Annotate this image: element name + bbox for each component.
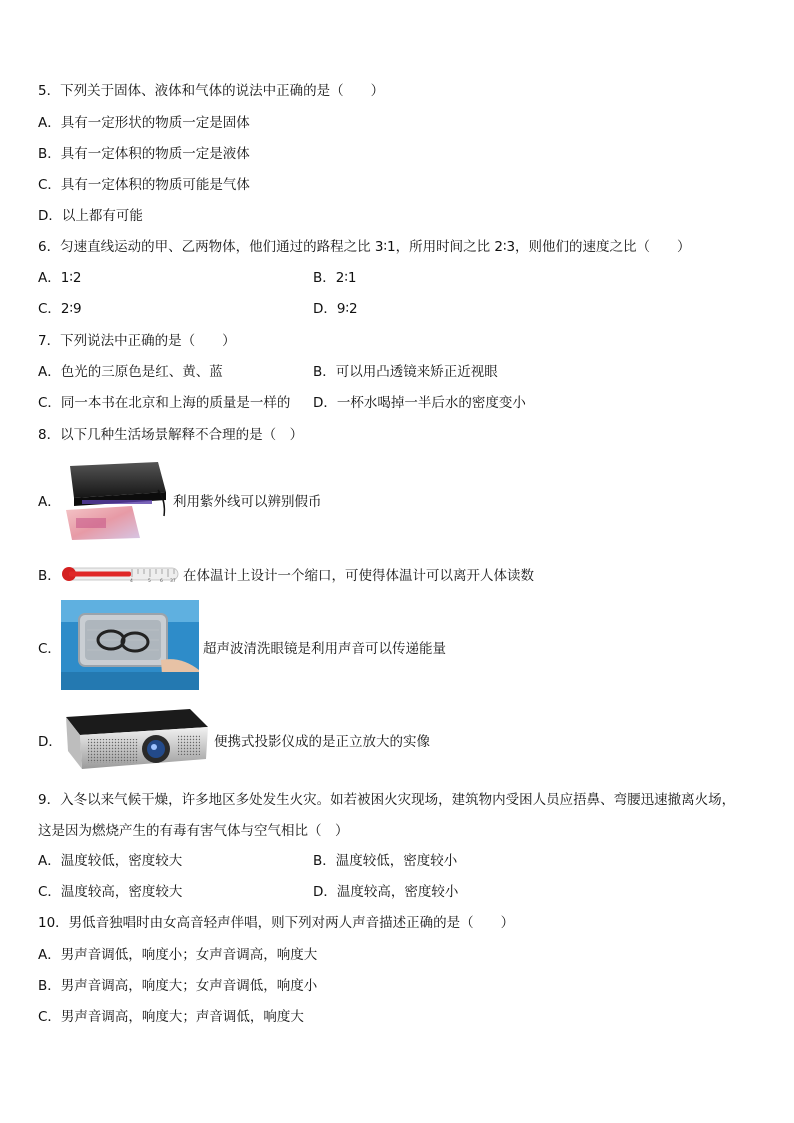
ultrasonic-cleaner-image: [61, 600, 199, 690]
uv-detector-image: [62, 460, 172, 540]
q8-option-b-label: B．: [38, 568, 61, 584]
q6-option-d: D．9∶2: [313, 301, 358, 317]
q9-option-d: D．温度较高，密度较小: [313, 884, 459, 900]
q7-option-b: B．可以用凸透镜来矫正近视眼: [313, 364, 498, 380]
thermo-tick-2: 5: [148, 579, 151, 584]
q7-option-d: D．一杯水喝掉一半后水的密度变小: [313, 395, 526, 411]
q8-stem: 8．以下几种生活场景解释不合理的是（ ）: [38, 427, 304, 443]
q6-option-b: B．2∶1: [313, 270, 357, 286]
q7-option-a: A．色光的三原色是红、黄、蓝: [38, 364, 223, 380]
q10-option-c: C．男声音调高，响度大；声音调低，响度大: [38, 1009, 304, 1025]
q5-option-c: C．具有一定体积的物质可能是气体: [38, 177, 250, 193]
q6-option-c: C．2∶9: [38, 301, 82, 317]
q9-option-a: A．温度较低，密度较大: [38, 853, 183, 869]
q5-option-a: A．具有一定形状的物质一定是固体: [38, 115, 250, 131]
q10-option-a: A．男声音调低，响度小；女声音调高，响度大: [38, 947, 318, 963]
q5-option-b: B．具有一定体积的物质一定是液体: [38, 146, 250, 162]
q8-option-d-label: D．: [38, 734, 62, 750]
q10-stem: 10．男低音独唱时由女高音轻声伴唱，则下列对两人声音描述正确的是（ ）: [38, 915, 515, 931]
q5-stem: 5．下列关于固体、液体和气体的说法中正确的是（ ）: [38, 83, 385, 99]
q8-option-c-label: C．: [38, 641, 61, 657]
q5-option-d: D．以上都有可能: [38, 208, 143, 224]
thermo-tick-4: 37: [170, 579, 176, 584]
q9-option-b: B．温度较低，密度较小: [313, 853, 458, 869]
thermo-tick-3: 6: [160, 579, 163, 584]
projector-image: [60, 705, 210, 771]
q8-option-c-text: 超声波清洗眼镜是利用声音可以传递能量: [203, 641, 446, 657]
q7-stem: 7．下列说法中正确的是（ ）: [38, 333, 236, 349]
q6-option-a: A．1∶2: [38, 270, 82, 286]
q6-stem: 6．匀速直线运动的甲、乙两物体，他们通过的路程之比 3∶1，所用时间之比 2∶3，则他们的速度之比（ ）: [38, 239, 691, 255]
q8-option-a-label: A．: [38, 494, 61, 510]
q8-option-b-text: 在体温计上设计一个缩口，可使得体温计可以离开人体读数: [183, 568, 534, 584]
q9-stem-line2: 这是因为燃烧产生的有毒有害气体与空气相比（ ）: [38, 823, 349, 839]
q10-option-b: B．男声音调高，响度大；女声音调低，响度小: [38, 978, 318, 994]
thermo-tick-1: 4: [130, 579, 133, 584]
thermometer-image: [60, 563, 180, 585]
q8-option-a-text: 利用紫外线可以辨别假币: [173, 494, 322, 510]
q7-option-c: C．同一本书在北京和上海的质量是一样的: [38, 395, 291, 411]
q9-stem-line1: 9．入冬以来气候干燥，许多地区多处发生火灾。如若被困火灾现场，建筑物内受困人员应捂鼻、弯腰迅速撤离火场，: [38, 792, 736, 808]
q8-option-d-text: 便携式投影仪成的是正立放大的实像: [214, 734, 430, 750]
q9-option-c: C．温度较高，密度较大: [38, 884, 183, 900]
